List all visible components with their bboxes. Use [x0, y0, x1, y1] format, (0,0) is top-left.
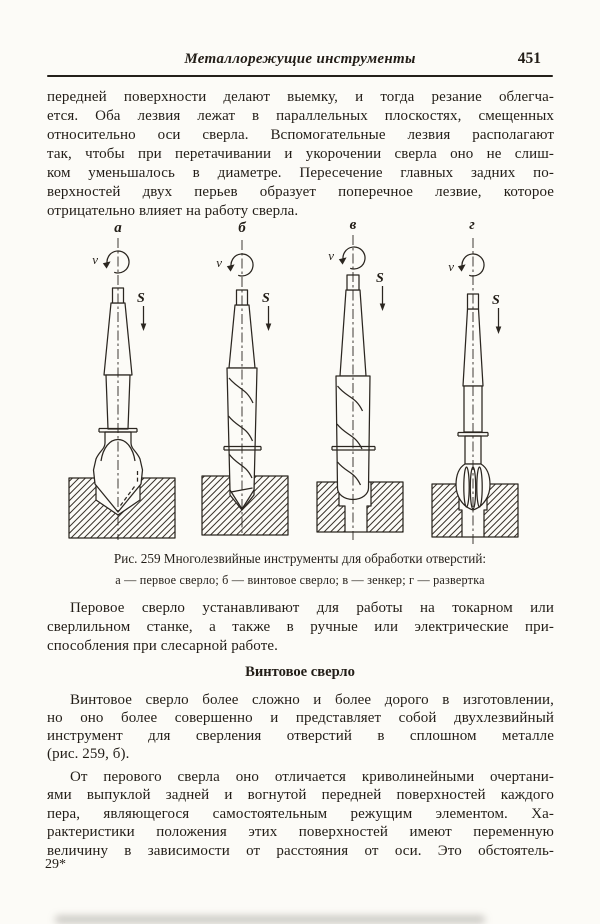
text-line: пера, являющегося самостоятельным режущим элементом. Ха- [47, 805, 554, 822]
rotation-v-label: v [216, 255, 222, 270]
paragraph-4 [47, 768, 554, 860]
figure-caption-title: Рис. 259 Многолезвийные инструменты для обработки отверстий: [113, 551, 487, 566]
text-line: способления при слесарной работе. [47, 638, 278, 654]
feed-s-label: S [137, 291, 145, 306]
running-title: Металлорежущие инструменты [184, 51, 416, 67]
rotation-v-label: v [328, 248, 334, 263]
text-line: От перового сверла оно отличается криволинейными очертани- [70, 769, 554, 785]
rotation-v-label: v [448, 259, 454, 274]
section-heading: Винтовое сверло [245, 664, 355, 680]
collar-ring [458, 433, 488, 437]
text-line: Винтовое сверло более сложно и более дорого в изготовлении, [70, 692, 554, 708]
text-line: но оно более совершенно и представляет собой двухлезвийный [47, 710, 554, 726]
rotation-arrowhead [103, 261, 111, 268]
panel-label-b: б [238, 220, 246, 236]
text-line: отрицательно влияет на работу сверла. [47, 203, 299, 219]
text-line: передней поверхности делают выемку, и тогда резание облегча- [47, 89, 554, 105]
feed-arrowhead [141, 324, 147, 332]
panel-label-a: а [114, 220, 122, 236]
feed-s-label: S [262, 291, 270, 306]
figure-caption-legend: а — первое сверло; б — винтовое сверло; в — зенкер; г — развертка [115, 573, 485, 587]
text-line: рактеристики положения этих поверхностей имеют переменную [47, 824, 554, 841]
scan-shadow-artifact [55, 916, 485, 923]
drill-panel-g-reamer [432, 218, 518, 546]
rotation-arrowhead [339, 257, 347, 264]
drill-panel-b-twist-drill [202, 220, 288, 536]
text-line: относительно оси сверла. Вспомогательные лезвия располагают [47, 127, 554, 143]
drill-panel-v-counterbore [317, 218, 403, 540]
text-line: ком уменьшалось в диаметре. Пересечение главных задних по- [47, 165, 554, 181]
figure-259-illustration [40, 218, 560, 548]
text-line: (рис. 259, б). [47, 746, 130, 762]
text-line: сверлильном станке, а также в ручные или электрические при- [47, 619, 554, 635]
feed-arrowhead [266, 324, 272, 332]
paragraph-1 [47, 88, 554, 221]
feed-arrowhead [380, 304, 386, 312]
rotation-arrowhead [227, 264, 235, 271]
drill-panel-a-spade-drill [69, 220, 175, 540]
text-line: инструмент для сверления отверстий в сплошном металле [47, 728, 554, 744]
paragraph-3 [47, 691, 554, 763]
rotation-arrowhead [458, 264, 466, 271]
rotation-v-label: v [92, 252, 98, 267]
text-line: Перовое сверло устанавливают для работы на токарном или [70, 600, 554, 616]
text-line: ется. Оба лезвия лежат в параллельных плоскостях, смещенных [47, 108, 554, 124]
rotation-arrow-arc [343, 247, 365, 269]
page-number: 451 [517, 50, 541, 67]
feed-s-label: S [492, 293, 500, 308]
panel-label-g: г [469, 218, 475, 233]
paragraph-2 [47, 599, 554, 656]
text-line: величину в зависимости от расстояния от оси. Это обстоятель- [47, 842, 554, 859]
feed-arrowhead [496, 327, 502, 335]
text-line: так, чтобы при перетачивании и укорочении сверла оно не слиш- [47, 146, 554, 162]
feed-s-label: S [376, 271, 384, 286]
drill-neck [106, 375, 130, 429]
header-rule [47, 75, 553, 77]
text-line: ями выпуклой задней и вогнутой передней поверхностей каждого [47, 787, 554, 804]
footer-signature-mark: 29* [45, 857, 66, 872]
panel-label-v: в [349, 218, 357, 233]
text-line: верхностей двух перьев образует поперечное лезвие, которое [47, 184, 554, 200]
